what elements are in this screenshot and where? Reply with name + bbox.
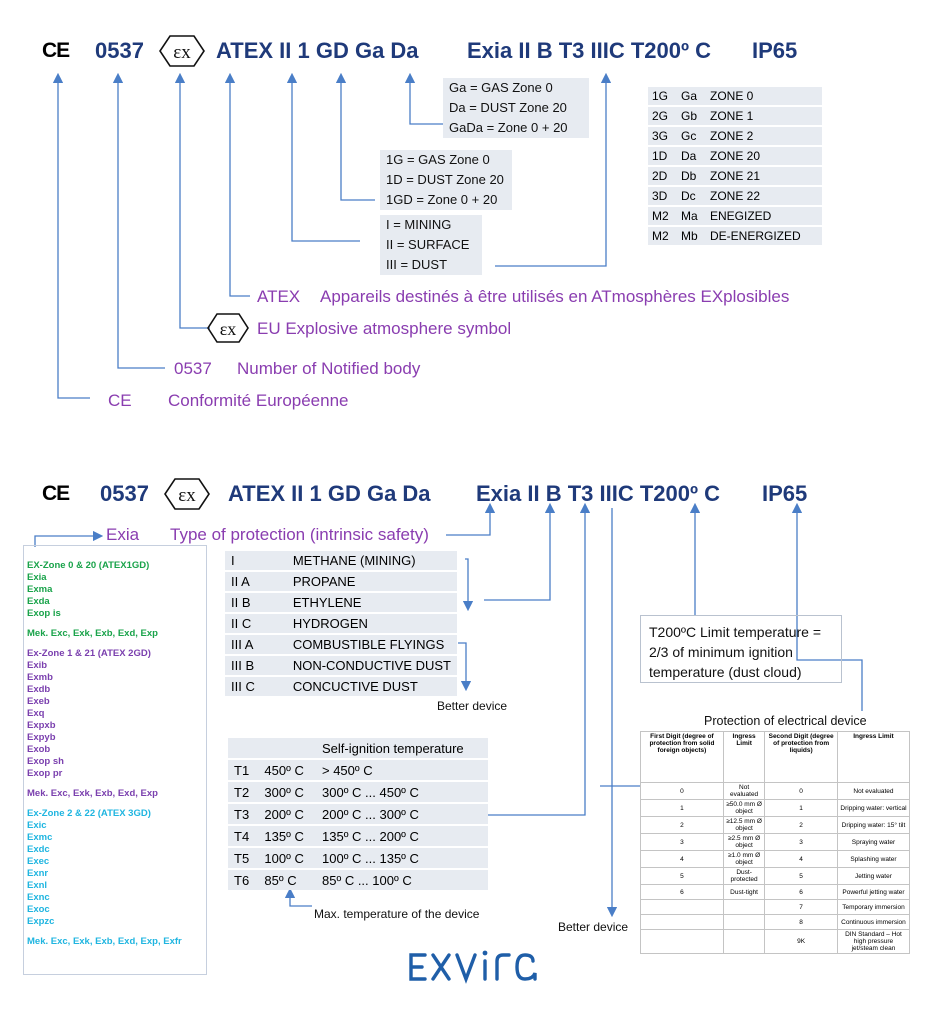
- group-name-cell: CONCUCTIVE DUST: [287, 677, 457, 696]
- temp-limit-note: T200ºC Limit temperature = 2/3 of minimum ignition temperature (dust cloud): [640, 615, 842, 683]
- better-device-label: Better device: [437, 699, 508, 713]
- ce-label: CE: [108, 391, 132, 410]
- temp-header-blank: [228, 738, 258, 758]
- ip-cell: [641, 915, 724, 930]
- protection-type-item: Exib: [27, 660, 48, 671]
- ce-mark: CE: [42, 482, 70, 505]
- ip-cell: Dust-protected: [723, 868, 764, 885]
- temp-cell: T5: [228, 848, 258, 868]
- atex-code: ATEX II 1 GD Ga Da: [216, 38, 419, 63]
- ip-row: [641, 868, 910, 885]
- zone-cell: M2: [648, 207, 677, 225]
- better-device-label: Better device: [558, 920, 629, 934]
- group-code-cell: II B: [225, 593, 287, 612]
- ip-cell: 6: [641, 885, 724, 900]
- ip-cell: 8: [765, 915, 838, 930]
- zone-row: [648, 127, 822, 145]
- ip-cell: Splashing water: [837, 851, 909, 868]
- protection-type-item: Exnc: [27, 892, 50, 903]
- gas-zone-row: GaDa = Zone 0 + 20: [449, 120, 568, 135]
- ip-cell: Dust-tight: [723, 885, 764, 900]
- zone-cell: Ga: [677, 87, 706, 105]
- gas-group-row: [225, 551, 457, 570]
- category-box: [380, 150, 512, 210]
- zone2-title: Ex-Zone 2 & 22 (ATEX 3GD): [27, 808, 151, 819]
- ip-code: IP65: [752, 38, 798, 63]
- zone2-mek: Mek. Exc, Exk, Exb, Exd, Exp, Exfr: [27, 936, 182, 947]
- temp-header-row: [228, 738, 488, 758]
- zone-cell: 2D: [648, 167, 677, 185]
- protection-type-item: Exmc: [27, 832, 53, 843]
- category-row: 1D = DUST Zone 20: [386, 172, 504, 187]
- zone-row: [648, 187, 822, 205]
- zone-cell: 1G: [648, 87, 677, 105]
- ip-code: IP65: [762, 481, 808, 506]
- temp-row: [228, 804, 488, 824]
- nb-description: Number of Notified body: [237, 359, 421, 378]
- ip-cell: 4: [765, 851, 838, 868]
- max-temp-note: Max. temperature of the device: [314, 907, 480, 921]
- gas-zone-row: Da = DUST Zone 20: [449, 100, 567, 115]
- ip-cell: [723, 930, 764, 954]
- exvira-logo: [405, 943, 553, 995]
- protection-type-item: Exeb: [27, 696, 50, 707]
- ex-hexagon-icon: [158, 34, 206, 68]
- ip-cell: 0: [641, 783, 724, 800]
- temp-header-blank: [258, 738, 316, 758]
- group-code-cell: III C: [225, 677, 287, 696]
- group-code-cell: III B: [225, 656, 287, 675]
- temp-cell: T1: [228, 760, 258, 780]
- zone-cell: Mb: [677, 227, 706, 245]
- protection-type-item: Exop is: [27, 608, 61, 619]
- group-code-cell: I: [225, 551, 287, 570]
- ip-row: [641, 885, 910, 900]
- ip-cell: Continuous immersion: [837, 915, 909, 930]
- group-code-cell: II C: [225, 614, 287, 633]
- ip-cell: Spraying water: [837, 834, 909, 851]
- atex-code: ATEX II 1 GD Ga Da: [228, 481, 431, 506]
- ip-row: [641, 930, 910, 954]
- zone-cell: Db: [677, 167, 706, 185]
- ip-cell: Dripping water: 15° tilt: [837, 817, 909, 834]
- ce-description: Conformité Européenne: [168, 391, 349, 410]
- gas-group-row: [225, 635, 457, 654]
- ip-cell: [723, 900, 764, 915]
- ip-row: [641, 800, 910, 817]
- protection-type-item: Exop pr: [27, 768, 63, 779]
- ip-cell: 2: [641, 817, 724, 834]
- zone-cell: 1D: [648, 147, 677, 165]
- ip-cell: 3: [641, 834, 724, 851]
- temp-cell: 85º C ... 100º C: [316, 870, 488, 890]
- ip-cell: [641, 900, 724, 915]
- zone-cell: ZONE 22: [706, 187, 822, 205]
- protection-type-item: Exdc: [27, 844, 50, 855]
- ip-cell: 5: [641, 868, 724, 885]
- ip-cell: [641, 930, 724, 954]
- protection-type-item: Expxb: [27, 720, 56, 731]
- ex-hexagon-icon: [163, 477, 211, 511]
- temp-cell: 85º C: [258, 870, 316, 890]
- ip-cell: 9K: [765, 930, 838, 954]
- zone-cell: Ma: [677, 207, 706, 225]
- zone-cell: 3D: [648, 187, 677, 205]
- exia-code: Exia II B T3 IIIC T200º C: [467, 38, 712, 63]
- temp-cell: 300º C: [258, 782, 316, 802]
- ip-row: [641, 915, 910, 930]
- zone0-title: EX-Zone 0 & 20 (ATEX1GD): [27, 560, 150, 571]
- svg-text:εx: εx: [219, 319, 237, 339]
- gas-group-row: [225, 572, 457, 591]
- gas-group-table: [225, 549, 457, 698]
- temp-cell: 200º C ... 300º C: [316, 804, 488, 824]
- zone1-items: [27, 660, 206, 780]
- temp-cell: 135º C ... 200º C: [316, 826, 488, 846]
- notified-body-number: 0537: [100, 481, 149, 506]
- ip-title: Protection of electrical device: [704, 714, 867, 728]
- protection-type-item: Exoc: [27, 904, 50, 915]
- zone2-items: [27, 820, 206, 928]
- svg-text:εx: εx: [178, 485, 196, 506]
- zone-cell: Dc: [677, 187, 706, 205]
- temp-cell: T6: [228, 870, 258, 890]
- temp-cell: 200º C: [258, 804, 316, 824]
- ip-row: [641, 783, 910, 800]
- zone-cell: ZONE 1: [706, 107, 822, 125]
- ip-cell: 3: [765, 834, 838, 851]
- ex-hexagon-icon: [206, 312, 250, 344]
- group-name-cell: ETHYLENE: [287, 593, 457, 612]
- ip-cell: ≥12.5 mm Ø object: [723, 817, 764, 834]
- ce-mark: CE: [42, 39, 70, 62]
- ip-cell: 5: [765, 868, 838, 885]
- temperature-table: [228, 736, 488, 892]
- protection-type-item: Exma: [27, 584, 53, 595]
- notified-body-number: 0537: [95, 38, 144, 63]
- temp-cell: T3: [228, 804, 258, 824]
- group-name-cell: PROPANE: [287, 572, 457, 591]
- ip-cell: 7: [765, 900, 838, 915]
- zone-row: [648, 227, 822, 245]
- temp-cell: T2: [228, 782, 258, 802]
- temp-header: Self-ignition temperature: [316, 738, 488, 758]
- ip-header: First Digit (degree of protection from solid foreign objects): [641, 732, 724, 783]
- ip-cell: 1: [641, 800, 724, 817]
- temp-row: [228, 760, 488, 780]
- category-row: 1G = GAS Zone 0: [386, 152, 490, 167]
- gas-group-row: [225, 593, 457, 612]
- zone-cell: ZONE 21: [706, 167, 822, 185]
- protection-type-item: Expzc: [27, 916, 55, 927]
- gas-group-row: [225, 677, 457, 696]
- group-name-cell: COMBUSTIBLE FLYINGS: [287, 635, 457, 654]
- atex-label: ATEX: [257, 287, 301, 306]
- zone1-mek: Mek. Exc, Exk, Exb, Exd, Exp: [27, 788, 158, 799]
- gas-zone-box: [443, 78, 589, 138]
- protection-type-item: Exia: [27, 572, 47, 583]
- group-box: [380, 215, 482, 275]
- zone0-items: [27, 572, 206, 620]
- ip-cell: Jetting water: [837, 868, 909, 885]
- exia-label: Exia: [106, 525, 140, 544]
- ip-cell: DIN Standard – Hot high pressure jet/steam clean: [837, 930, 909, 954]
- temp-row: [228, 870, 488, 890]
- protection-type-item: Exdb: [27, 684, 51, 695]
- ip-row: [641, 834, 910, 851]
- zone-cell: Gc: [677, 127, 706, 145]
- exia-description: Type of protection (intrinsic safety): [170, 525, 429, 544]
- group-name-cell: HYDROGEN: [287, 614, 457, 633]
- protection-type-item: Exnl: [27, 880, 48, 891]
- ip-row: [641, 817, 910, 834]
- ip-cell: Not evaluated: [837, 783, 909, 800]
- eu-symbol-label: EU Explosive atmosphere symbol: [257, 319, 512, 338]
- zone-cell: 3G: [648, 127, 677, 145]
- protection-type-item: Exq: [27, 708, 45, 719]
- zone-cell: 2G: [648, 107, 677, 125]
- temp-row: [228, 826, 488, 846]
- zone-table: [648, 85, 822, 247]
- group-name-cell: METHANE (MINING): [287, 551, 457, 570]
- ip-row: [641, 900, 910, 915]
- zone-cell: DE-ENERGIZED: [706, 227, 822, 245]
- zone1-title: Ex-Zone 1 & 21 (ATEX 2GD): [27, 648, 151, 659]
- zone-row: [648, 207, 822, 225]
- protection-type-item: Expyb: [27, 732, 56, 743]
- ip-cell: 4: [641, 851, 724, 868]
- ip-header: Second Digit (degree of protection from liquids): [765, 732, 838, 783]
- temp-row: [228, 782, 488, 802]
- ip-cell: 2: [765, 817, 838, 834]
- ip-header: Ingress Limit: [723, 732, 764, 783]
- zone-cell: ZONE 2: [706, 127, 822, 145]
- nb-label: 0537: [174, 359, 212, 378]
- temp-cell: 100º C ... 135º C: [316, 848, 488, 868]
- protection-type-item: Exnr: [27, 868, 49, 879]
- temp-cell: > 450º C: [316, 760, 488, 780]
- ip-cell: 6: [765, 885, 838, 900]
- zone-cell: ZONE 20: [706, 147, 822, 165]
- protection-type-item: Exmb: [27, 672, 53, 683]
- protection-type-item: Exob: [27, 744, 51, 755]
- ip-cell: [723, 915, 764, 930]
- exia-code: Exia II B T3 IIIC T200º C: [476, 481, 721, 506]
- group-row: I = MINING: [386, 217, 452, 232]
- zone-row: [648, 167, 822, 185]
- ip-cell: 1: [765, 800, 838, 817]
- zone-cell: ZONE 0: [706, 87, 822, 105]
- atex-description: Appareils destinés à être utilisés en ATmosphères EXplosibles: [320, 287, 790, 306]
- temp-row: [228, 848, 488, 868]
- group-code-cell: III A: [225, 635, 287, 654]
- ip-row: [641, 851, 910, 868]
- gas-zone-row: Ga = GAS Zone 0: [449, 80, 553, 95]
- zone-row: [648, 147, 822, 165]
- ip-cell: Dripping water: vertical: [837, 800, 909, 817]
- ip-cell: Powerful jetting water: [837, 885, 909, 900]
- zone-cell: M2: [648, 227, 677, 245]
- ip-cell: Temporary immersion: [837, 900, 909, 915]
- protection-types-panel: [23, 545, 207, 975]
- protection-type-item: Exop sh: [27, 756, 64, 767]
- temp-cell: 450º C: [258, 760, 316, 780]
- ip-header: Ingress Limit: [837, 732, 909, 783]
- zone-row: [648, 87, 822, 105]
- zone-row: [648, 107, 822, 125]
- group-row: II = SURFACE: [386, 237, 470, 252]
- zone-cell: ENEGIZED: [706, 207, 822, 225]
- ip-cell: Not evaluated: [723, 783, 764, 800]
- svg-text:εx: εx: [173, 42, 191, 63]
- group-row: III = DUST: [386, 257, 448, 272]
- gas-group-row: [225, 614, 457, 633]
- ip-cell: ≥2.5 mm Ø object: [723, 834, 764, 851]
- protection-type-item: Exic: [27, 820, 47, 831]
- temp-cell: 135º C: [258, 826, 316, 846]
- temp-cell: 300º C ... 450º C: [316, 782, 488, 802]
- gas-group-row: [225, 656, 457, 675]
- ip-cell: ≥50.0 mm Ø object: [723, 800, 764, 817]
- zone0-mek: Mek. Exc, Exk, Exb, Exd, Exp: [27, 628, 158, 639]
- ip-rating-table: [640, 731, 910, 954]
- protection-type-item: Exda: [27, 596, 50, 607]
- zone-cell: Da: [677, 147, 706, 165]
- temp-cell: T4: [228, 826, 258, 846]
- temp-cell: 100º C: [258, 848, 316, 868]
- category-row: 1GD = Zone 0 + 20: [386, 192, 498, 207]
- group-name-cell: NON-CONDUCTIVE DUST: [287, 656, 457, 675]
- protection-type-item: Exec: [27, 856, 50, 867]
- group-code-cell: II A: [225, 572, 287, 591]
- ip-cell: ≥1.0 mm Ø object: [723, 851, 764, 868]
- ip-cell: 0: [765, 783, 838, 800]
- zone-cell: Gb: [677, 107, 706, 125]
